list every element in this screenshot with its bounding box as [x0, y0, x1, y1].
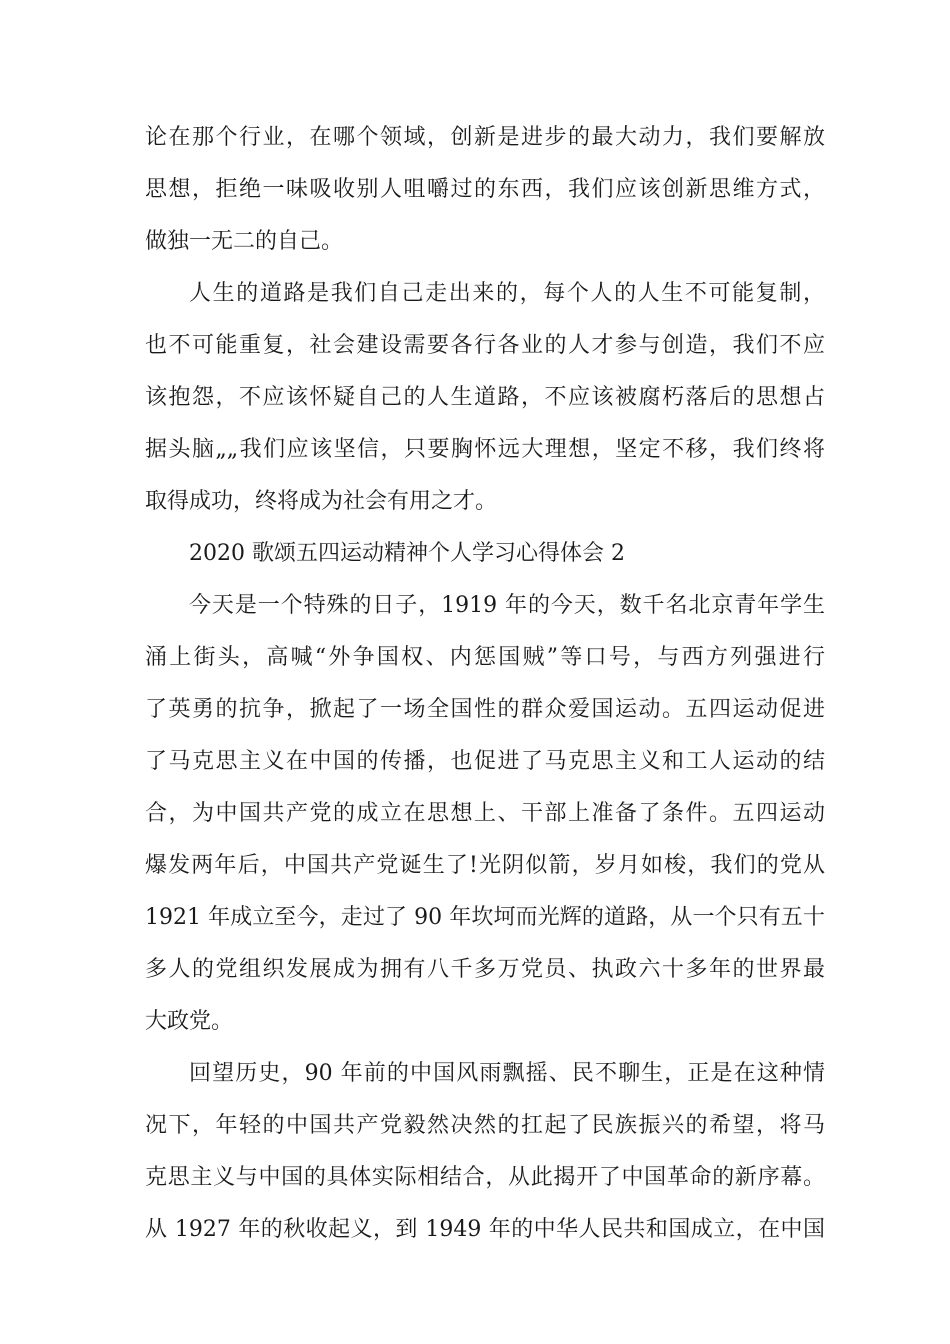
- text-line: 也不可能重复，社会建设需要各行各业的人才参与创造，我们不应: [145, 333, 825, 358]
- text-line: 爆发两年后，中国共产党诞生了!光阴似箭，岁月如梭，我们的党从: [145, 853, 825, 878]
- text-line: 据头脑„„我们应该坚信，只要胸怀远大理想，坚定不移，我们终将: [145, 437, 825, 462]
- text-line: 况下，年轻的中国共产党毅然决然的扛起了民族振兴的希望，将马: [145, 1113, 825, 1138]
- text-line: 论在那个行业，在哪个领域，创新是进步的最大动力，我们要解放: [145, 125, 825, 150]
- text-line: 2020 歌颂五四运动精神个人学习心得体会 2: [189, 541, 625, 566]
- text-line: 多人的党组织发展成为拥有八千多万党员、执政六十多年的世界最: [145, 957, 825, 982]
- text-line: 做独一无二的自己。: [145, 229, 344, 254]
- text-line: 从 1927 年的秋收起义，到 1949 年的中华人民共和国成立，在中国: [145, 1217, 825, 1242]
- text-line: 克思主义与中国的具体实际相结合，从此揭开了中国革命的新序幕。: [145, 1165, 825, 1190]
- text-line: 了马克思主义在中国的传播，也促进了马克思主义和工人运动的结: [145, 749, 825, 774]
- text-line: 大政党。: [145, 1009, 234, 1034]
- document-body: [145, 118, 825, 1262]
- text-line: 今天是一个特殊的日子，1919 年的今天，数千名北京青年学生: [189, 593, 825, 618]
- text-line: 该抱怨，不应该怀疑自己的人生道路，不应该被腐朽落后的思想占: [145, 385, 825, 410]
- text-line: 人生的道路是我们自己走出来的，每个人的人生不可能复制，: [189, 281, 825, 306]
- text-line: 回望历史，90 年前的中国风雨飘摇、民不聊生，正是在这种情: [189, 1061, 825, 1086]
- text-line: 取得成功，终将成为社会有用之才。: [145, 489, 498, 514]
- text-line: 了英勇的抗争，掀起了一场全国性的群众爱国运动。五四运动促进: [145, 697, 825, 722]
- text-line: 1921 年成立至今，走过了 90 年坎坷而光辉的道路，从一个只有五十: [145, 905, 825, 930]
- text-line: 思想，拒绝一味吸收别人咀嚼过的东西，我们应该创新思维方式，: [145, 177, 825, 202]
- text-line: 涌上街头，高喊“外争国权、内惩国贼”等口号，与西方列强进行: [145, 645, 825, 670]
- text-line: 合，为中国共产党的成立在思想上、干部上准备了条件。五四运动: [145, 801, 825, 826]
